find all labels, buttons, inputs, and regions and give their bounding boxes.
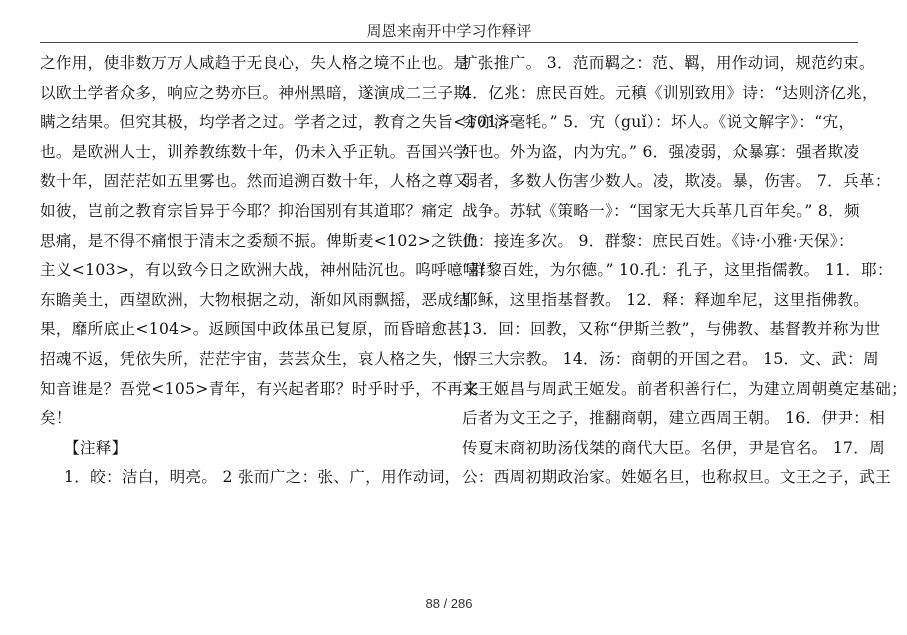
- text-line: 之作用，使非数万万人咸趋于无良心，失人格之境不止也。是: [40, 54, 470, 72]
- text-line: 果，靡所底止<104>。返顾国中政体虽已复原，而昏暗愈甚，: [40, 320, 479, 339]
- page-indicator: 88 / 286: [425, 596, 473, 611]
- note-line: “群黎百姓，为尔德。” 10.孔：孔子，这里指儒教。 11．耶：: [462, 261, 893, 280]
- note-item: 1．皎：洁白，明亮。 2 张而广之：张、广，用作动词，: [64, 468, 461, 487]
- text-line: 招魂不返，凭依失所，茫茫宇宙，芸芸众生，哀人格之失，怅: [40, 349, 470, 368]
- note-line: 仍：接连多次。 9．群黎：庶民百姓。《诗·小雅·天保》：: [462, 231, 854, 250]
- note-line: 传夏末商初助汤伐桀的商代大臣。名伊，尹是官名。 17．周: [462, 438, 886, 457]
- text-line: 主义<103>，有以致今日之欧洲大战，神州陆沉也。呜呼噫嘻！: [40, 261, 495, 280]
- note-line: 文王姬昌与周武王姬发。前者积善行仁，为建立周朝奠定基础；: [462, 379, 907, 398]
- note-line: 后者为文王之子，推翻商朝，建立西周王朝。 16．伊尹：相: [462, 409, 886, 428]
- running-header: 周恩来南开中学习作释评: [366, 22, 532, 40]
- header-divider: [40, 42, 858, 43]
- note-line: 公：西周初期政治家。姓姬名旦，也称叔旦。文王之子，武王: [462, 468, 892, 487]
- note-line: 奸也。外为盗，内为宄。” 6．强凌弱，众暴寡：强者欺凌: [462, 142, 860, 161]
- note-line: 战争。苏轼《策略一》：“国家无大兵革几百年矣。” 8．频: [462, 201, 860, 220]
- note-line: 扩张推广。 3．范而羁之：范、羁，用作动词，规范约束。: [462, 54, 875, 72]
- text-line: 知音谁是？吾党<105>青年，有兴起者耶？时乎时乎，不再来: [40, 379, 479, 398]
- text-line: 如彼，岂前之教育宗旨异于今耶？抑治国别有其道耶？痛定: [40, 201, 454, 220]
- note-line: 4．亿兆：庶民百姓。元稹《训别致用》诗：“达则济亿兆，: [462, 83, 878, 102]
- text-line: 思痛，是不得不痛恨于清末之委颓不振。俾斯麦<102>之铁血: [40, 231, 479, 250]
- left-text-column: [40, 49, 511, 493]
- text-line: 数十年，固茫茫如五里雾也。然而追溯百数十年，人格之尊又: [40, 172, 470, 191]
- note-line: 弱者，多数人伤害少数人。凌，欺凌。暴，伤害。 7．兵革：: [462, 172, 891, 191]
- text-line: 瞒之结果。但究其极，均学者之过。学者之过，教育之失旨<101>: [40, 113, 511, 132]
- text-line: 以欧土学者众多，响应之势亦巨。神州黑暗，遂演成二三子欺: [40, 83, 470, 102]
- note-line: 穷亦济毫牦。” 5．宄（guǐ）：坏人。《说文解字》：“宄，: [462, 113, 855, 132]
- right-text-column: [462, 49, 907, 493]
- note-line: 13．回：回教，又称“伊斯兰教”，与佛教、基督教并称为世: [462, 320, 881, 339]
- notes-heading: 【注释】: [64, 438, 128, 457]
- text-line: 也。是欧洲人士，训养教练数十年，仍未入乎正轨。吾国兴学: [40, 142, 470, 161]
- note-line: 耶稣，这里指基督教。 12．释：释迦牟尼，这里指佛教。: [462, 290, 870, 309]
- text-line: 东瞻美土，西望欧洲，大物根据之动，渐如风雨飘摇，恶成结: [40, 290, 470, 309]
- text-line: 矣！: [40, 409, 72, 428]
- note-line: 界三大宗教。 14．汤：商朝的开国之君。 15．文、武：周: [462, 349, 879, 368]
